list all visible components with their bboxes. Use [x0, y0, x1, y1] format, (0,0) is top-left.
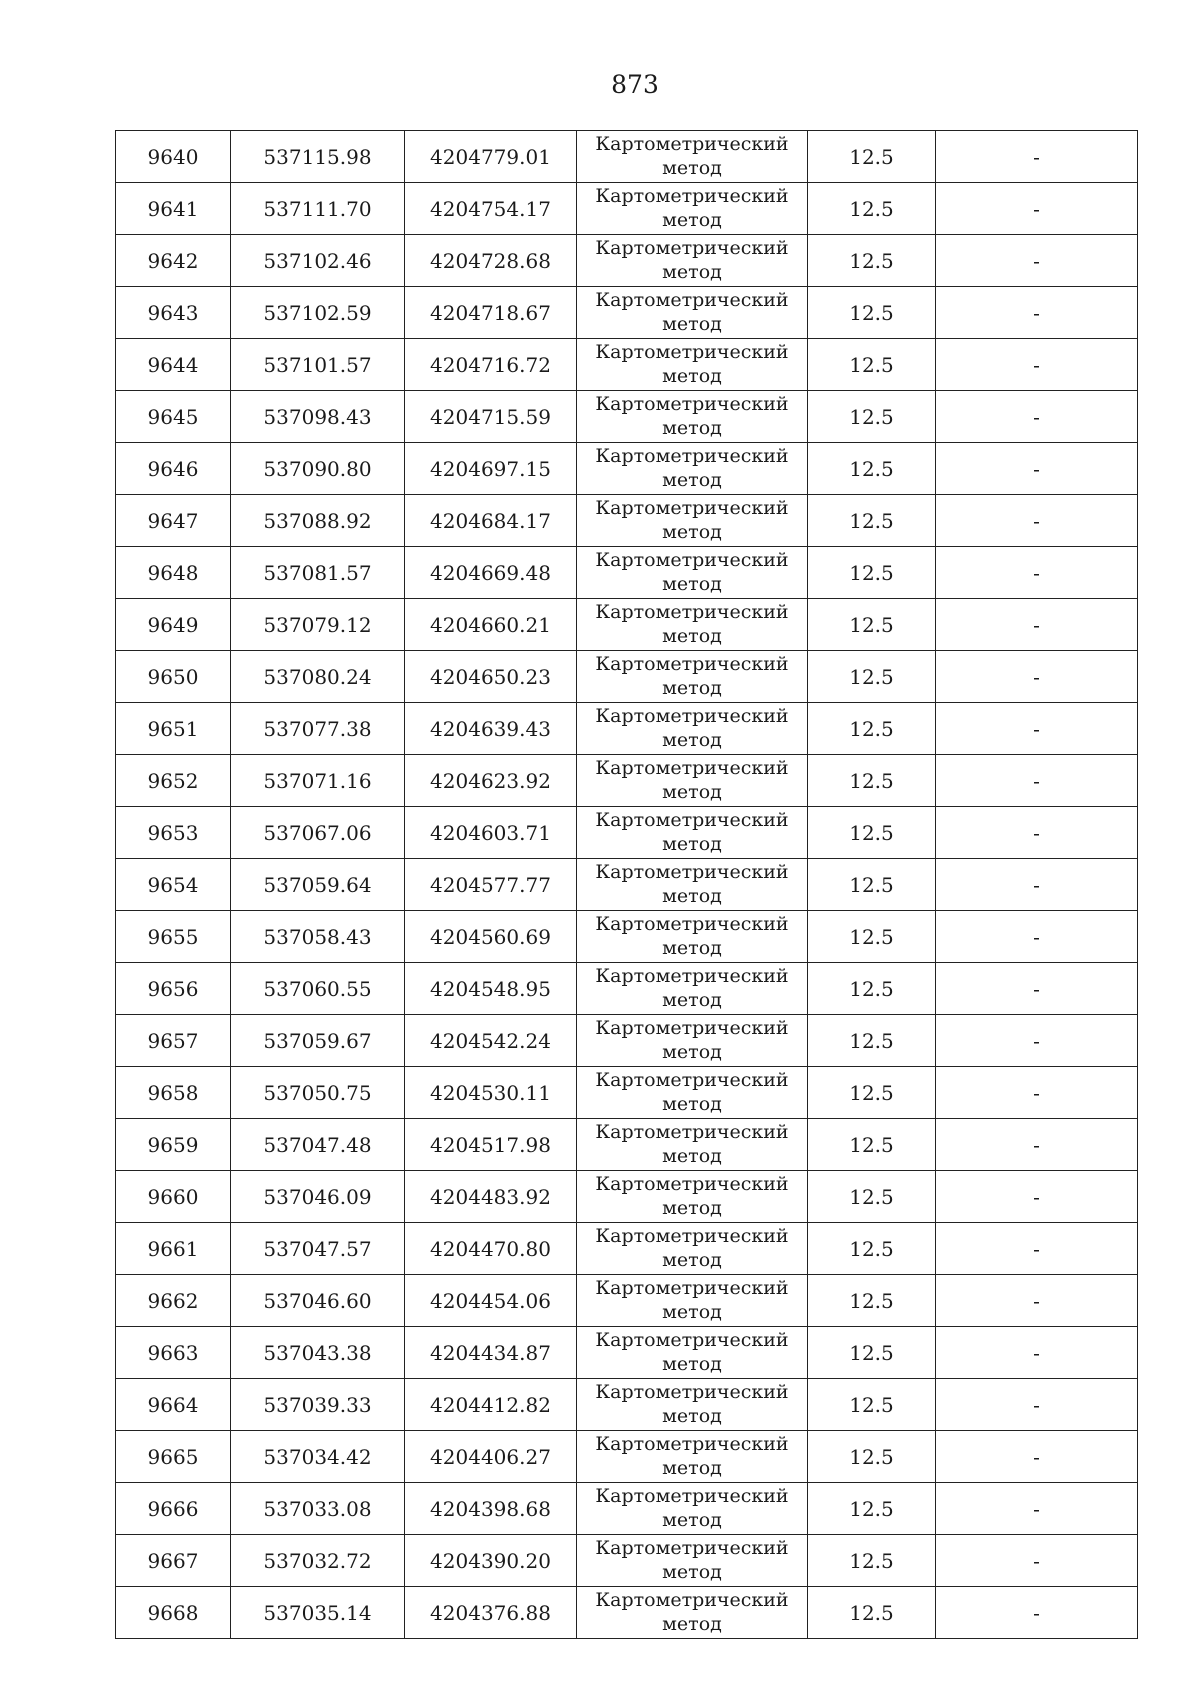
- y-coordinate-cell: 4204754.17: [405, 183, 577, 235]
- y-coordinate-cell: 4204530.11: [405, 1067, 577, 1119]
- point-number-cell: 9646: [116, 443, 231, 495]
- note-cell: -: [936, 547, 1138, 599]
- accuracy-cell: 12.5: [808, 1275, 936, 1327]
- accuracy-cell: 12.5: [808, 963, 936, 1015]
- accuracy-cell: 12.5: [808, 1535, 936, 1587]
- method-cell: [577, 599, 808, 651]
- accuracy-cell: 12.5: [808, 703, 936, 755]
- y-coordinate-cell: 4204454.06: [405, 1275, 577, 1327]
- method-line2: метод: [662, 209, 722, 231]
- note-cell: -: [936, 1327, 1138, 1379]
- point-number-cell: 9644: [116, 339, 231, 391]
- method-line1: Картометрический: [595, 393, 789, 415]
- accuracy-cell: 12.5: [808, 1119, 936, 1171]
- method-line2: метод: [662, 885, 722, 907]
- table-row: [116, 807, 1138, 859]
- note-cell: -: [936, 183, 1138, 235]
- accuracy-cell: 12.5: [808, 391, 936, 443]
- method-line1: Картометрический: [595, 445, 789, 467]
- y-coordinate-cell: 4204623.92: [405, 755, 577, 807]
- x-coordinate-cell: 537102.59: [231, 287, 405, 339]
- note-cell: -: [936, 859, 1138, 911]
- point-number-cell: 9649: [116, 599, 231, 651]
- accuracy-cell: 12.5: [808, 1171, 936, 1223]
- y-coordinate-cell: 4204542.24: [405, 1015, 577, 1067]
- table-row: [116, 1223, 1138, 1275]
- note-cell: -: [936, 1223, 1138, 1275]
- method-line2: метод: [662, 1197, 722, 1219]
- x-coordinate-cell: 537033.08: [231, 1483, 405, 1535]
- x-coordinate-cell: 537102.46: [231, 235, 405, 287]
- method-line2: метод: [662, 365, 722, 387]
- point-number-cell: 9668: [116, 1587, 231, 1639]
- point-number-cell: 9664: [116, 1379, 231, 1431]
- method-line1: Картометрический: [595, 1381, 789, 1403]
- method-cell: [577, 1015, 808, 1067]
- note-cell: -: [936, 1067, 1138, 1119]
- point-number-cell: 9643: [116, 287, 231, 339]
- y-coordinate-cell: 4204728.68: [405, 235, 577, 287]
- method-cell: [577, 1275, 808, 1327]
- method-line2: метод: [662, 573, 722, 595]
- note-cell: -: [936, 1431, 1138, 1483]
- x-coordinate-cell: 537050.75: [231, 1067, 405, 1119]
- point-number-cell: 9642: [116, 235, 231, 287]
- x-coordinate-cell: 537043.38: [231, 1327, 405, 1379]
- table-row: [116, 1015, 1138, 1067]
- method-line1: Картометрический: [595, 133, 789, 155]
- note-cell: -: [936, 339, 1138, 391]
- method-cell: [577, 495, 808, 547]
- note-cell: -: [936, 443, 1138, 495]
- accuracy-cell: 12.5: [808, 1223, 936, 1275]
- note-cell: -: [936, 755, 1138, 807]
- table-row: [116, 1067, 1138, 1119]
- table-row: [116, 1379, 1138, 1431]
- method-cell: [577, 651, 808, 703]
- point-number-cell: 9659: [116, 1119, 231, 1171]
- method-cell: [577, 1379, 808, 1431]
- x-coordinate-cell: 537098.43: [231, 391, 405, 443]
- note-cell: -: [936, 1171, 1138, 1223]
- method-line2: метод: [662, 625, 722, 647]
- method-line2: метод: [662, 781, 722, 803]
- method-line1: Картометрический: [595, 1017, 789, 1039]
- x-coordinate-cell: 537101.57: [231, 339, 405, 391]
- method-cell: [577, 1327, 808, 1379]
- note-cell: -: [936, 391, 1138, 443]
- accuracy-cell: 12.5: [808, 755, 936, 807]
- method-cell: [577, 131, 808, 183]
- point-number-cell: 9658: [116, 1067, 231, 1119]
- y-coordinate-cell: 4204639.43: [405, 703, 577, 755]
- method-line1: Картометрический: [595, 965, 789, 987]
- point-number-cell: 9640: [116, 131, 231, 183]
- method-cell: [577, 235, 808, 287]
- method-line1: Картометрический: [595, 1329, 789, 1351]
- method-line2: метод: [662, 1041, 722, 1063]
- method-line1: Картометрический: [595, 549, 789, 571]
- y-coordinate-cell: 4204376.88: [405, 1587, 577, 1639]
- accuracy-cell: 12.5: [808, 443, 936, 495]
- table-row: [116, 911, 1138, 963]
- method-line2: метод: [662, 417, 722, 439]
- x-coordinate-cell: 537111.70: [231, 183, 405, 235]
- table-row: [116, 287, 1138, 339]
- accuracy-cell: 12.5: [808, 859, 936, 911]
- method-line1: Картометрический: [595, 913, 789, 935]
- method-line1: Картометрический: [595, 497, 789, 519]
- accuracy-cell: 12.5: [808, 599, 936, 651]
- y-coordinate-cell: 4204390.20: [405, 1535, 577, 1587]
- method-cell: [577, 1171, 808, 1223]
- table-row: [116, 235, 1138, 287]
- y-coordinate-cell: 4204660.21: [405, 599, 577, 651]
- method-cell: [577, 1535, 808, 1587]
- method-line2: метод: [662, 313, 722, 335]
- method-line2: метод: [662, 1405, 722, 1427]
- point-number-cell: 9660: [116, 1171, 231, 1223]
- accuracy-cell: 12.5: [808, 1015, 936, 1067]
- x-coordinate-cell: 537080.24: [231, 651, 405, 703]
- x-coordinate-cell: 537059.64: [231, 859, 405, 911]
- table-row: [116, 1535, 1138, 1587]
- method-cell: [577, 859, 808, 911]
- method-line1: Картометрический: [595, 289, 789, 311]
- method-cell: [577, 1223, 808, 1275]
- note-cell: -: [936, 1535, 1138, 1587]
- x-coordinate-cell: 537034.42: [231, 1431, 405, 1483]
- method-line2: метод: [662, 937, 722, 959]
- table-row: [116, 1587, 1138, 1639]
- method-line2: метод: [662, 729, 722, 751]
- method-cell: [577, 1587, 808, 1639]
- x-coordinate-cell: 537060.55: [231, 963, 405, 1015]
- method-line2: метод: [662, 1145, 722, 1167]
- method-line2: метод: [662, 1613, 722, 1635]
- x-coordinate-cell: 537046.60: [231, 1275, 405, 1327]
- y-coordinate-cell: 4204684.17: [405, 495, 577, 547]
- table-row: [116, 1119, 1138, 1171]
- method-line1: Картометрический: [595, 1225, 789, 1247]
- point-number-cell: 9657: [116, 1015, 231, 1067]
- note-cell: -: [936, 495, 1138, 547]
- method-line1: Картометрический: [595, 809, 789, 831]
- y-coordinate-cell: 4204434.87: [405, 1327, 577, 1379]
- point-number-cell: 9656: [116, 963, 231, 1015]
- accuracy-cell: 12.5: [808, 235, 936, 287]
- note-cell: -: [936, 911, 1138, 963]
- y-coordinate-cell: 4204560.69: [405, 911, 577, 963]
- accuracy-cell: 12.5: [808, 287, 936, 339]
- method-line1: Картометрический: [595, 1589, 789, 1611]
- y-coordinate-cell: 4204603.71: [405, 807, 577, 859]
- x-coordinate-cell: 537088.92: [231, 495, 405, 547]
- method-cell: [577, 911, 808, 963]
- method-cell: [577, 183, 808, 235]
- page-number: 873: [611, 70, 659, 99]
- accuracy-cell: 12.5: [808, 183, 936, 235]
- accuracy-cell: 12.5: [808, 807, 936, 859]
- method-line2: метод: [662, 1509, 722, 1531]
- y-coordinate-cell: 4204483.92: [405, 1171, 577, 1223]
- method-cell: [577, 287, 808, 339]
- table-row: [116, 131, 1138, 183]
- note-cell: -: [936, 807, 1138, 859]
- method-line2: метод: [662, 1093, 722, 1115]
- point-number-cell: 9641: [116, 183, 231, 235]
- point-number-cell: 9653: [116, 807, 231, 859]
- method-line1: Картометрический: [595, 1277, 789, 1299]
- method-line1: Картометрический: [595, 237, 789, 259]
- point-number-cell: 9665: [116, 1431, 231, 1483]
- table-row: [116, 703, 1138, 755]
- method-line2: метод: [662, 521, 722, 543]
- method-line1: Картометрический: [595, 341, 789, 363]
- method-cell: [577, 1431, 808, 1483]
- y-coordinate-cell: 4204470.80: [405, 1223, 577, 1275]
- accuracy-cell: 12.5: [808, 495, 936, 547]
- x-coordinate-cell: 537058.43: [231, 911, 405, 963]
- accuracy-cell: 12.5: [808, 547, 936, 599]
- note-cell: -: [936, 1015, 1138, 1067]
- note-cell: -: [936, 287, 1138, 339]
- method-cell: [577, 807, 808, 859]
- method-line1: Картометрический: [595, 861, 789, 883]
- x-coordinate-cell: 537067.06: [231, 807, 405, 859]
- x-coordinate-cell: 537090.80: [231, 443, 405, 495]
- method-cell: [577, 443, 808, 495]
- accuracy-cell: 12.5: [808, 1327, 936, 1379]
- method-line1: Картометрический: [595, 705, 789, 727]
- y-coordinate-cell: 4204718.67: [405, 287, 577, 339]
- note-cell: -: [936, 599, 1138, 651]
- x-coordinate-cell: 537035.14: [231, 1587, 405, 1639]
- table-row: [116, 1431, 1138, 1483]
- method-line1: Картометрический: [595, 653, 789, 675]
- method-line2: метод: [662, 469, 722, 491]
- note-cell: -: [936, 703, 1138, 755]
- coordinates-table-body: [116, 131, 1138, 1639]
- method-line2: метод: [662, 1353, 722, 1375]
- x-coordinate-cell: 537047.48: [231, 1119, 405, 1171]
- x-coordinate-cell: 537046.09: [231, 1171, 405, 1223]
- x-coordinate-cell: 537115.98: [231, 131, 405, 183]
- accuracy-cell: 12.5: [808, 1587, 936, 1639]
- method-line2: метод: [662, 1249, 722, 1271]
- y-coordinate-cell: 4204650.23: [405, 651, 577, 703]
- x-coordinate-cell: 537059.67: [231, 1015, 405, 1067]
- note-cell: -: [936, 1483, 1138, 1535]
- point-number-cell: 9651: [116, 703, 231, 755]
- table-row: [116, 183, 1138, 235]
- method-cell: [577, 703, 808, 755]
- table-row: [116, 1327, 1138, 1379]
- note-cell: -: [936, 963, 1138, 1015]
- method-line2: метод: [662, 833, 722, 855]
- method-line2: метод: [662, 157, 722, 179]
- y-coordinate-cell: 4204715.59: [405, 391, 577, 443]
- method-cell: [577, 547, 808, 599]
- method-cell: [577, 1119, 808, 1171]
- method-cell: [577, 1483, 808, 1535]
- note-cell: -: [936, 235, 1138, 287]
- x-coordinate-cell: 537071.16: [231, 755, 405, 807]
- table-row: [116, 547, 1138, 599]
- y-coordinate-cell: 4204779.01: [405, 131, 577, 183]
- point-number-cell: 9667: [116, 1535, 231, 1587]
- method-line2: метод: [662, 1457, 722, 1479]
- method-line2: метод: [662, 1561, 722, 1583]
- y-coordinate-cell: 4204517.98: [405, 1119, 577, 1171]
- y-coordinate-cell: 4204412.82: [405, 1379, 577, 1431]
- table-row: [116, 651, 1138, 703]
- table-row: [116, 1171, 1138, 1223]
- accuracy-cell: 12.5: [808, 911, 936, 963]
- method-cell: [577, 755, 808, 807]
- table-row: [116, 339, 1138, 391]
- note-cell: -: [936, 131, 1138, 183]
- y-coordinate-cell: 4204669.48: [405, 547, 577, 599]
- point-number-cell: 9666: [116, 1483, 231, 1535]
- method-line2: метод: [662, 677, 722, 699]
- note-cell: -: [936, 1119, 1138, 1171]
- method-cell: [577, 391, 808, 443]
- accuracy-cell: 12.5: [808, 1067, 936, 1119]
- point-number-cell: 9663: [116, 1327, 231, 1379]
- coordinates-table: [115, 130, 1138, 1639]
- y-coordinate-cell: 4204548.95: [405, 963, 577, 1015]
- accuracy-cell: 12.5: [808, 1379, 936, 1431]
- accuracy-cell: 12.5: [808, 1483, 936, 1535]
- table-row: [116, 391, 1138, 443]
- method-line1: Картометрический: [595, 185, 789, 207]
- y-coordinate-cell: 4204398.68: [405, 1483, 577, 1535]
- x-coordinate-cell: 537081.57: [231, 547, 405, 599]
- table-row: [116, 599, 1138, 651]
- accuracy-cell: 12.5: [808, 339, 936, 391]
- method-line1: Картометрический: [595, 601, 789, 623]
- x-coordinate-cell: 537032.72: [231, 1535, 405, 1587]
- method-line2: метод: [662, 1301, 722, 1323]
- x-coordinate-cell: 537039.33: [231, 1379, 405, 1431]
- point-number-cell: 9662: [116, 1275, 231, 1327]
- point-number-cell: 9648: [116, 547, 231, 599]
- table-row: [116, 1275, 1138, 1327]
- method-line1: Картометрический: [595, 1433, 789, 1455]
- table-row: [116, 495, 1138, 547]
- accuracy-cell: 12.5: [808, 131, 936, 183]
- note-cell: -: [936, 1587, 1138, 1639]
- point-number-cell: 9647: [116, 495, 231, 547]
- x-coordinate-cell: 537047.57: [231, 1223, 405, 1275]
- point-number-cell: 9654: [116, 859, 231, 911]
- y-coordinate-cell: 4204577.77: [405, 859, 577, 911]
- y-coordinate-cell: 4204697.15: [405, 443, 577, 495]
- method-line1: Картометрический: [595, 1121, 789, 1143]
- method-cell: [577, 1067, 808, 1119]
- note-cell: -: [936, 651, 1138, 703]
- x-coordinate-cell: 537077.38: [231, 703, 405, 755]
- point-number-cell: 9650: [116, 651, 231, 703]
- y-coordinate-cell: 4204406.27: [405, 1431, 577, 1483]
- method-line2: метод: [662, 989, 722, 1011]
- table-row: [116, 859, 1138, 911]
- note-cell: -: [936, 1379, 1138, 1431]
- accuracy-cell: 12.5: [808, 1431, 936, 1483]
- point-number-cell: 9652: [116, 755, 231, 807]
- method-line1: Картометрический: [595, 1173, 789, 1195]
- method-cell: [577, 339, 808, 391]
- point-number-cell: 9661: [116, 1223, 231, 1275]
- table-row: [116, 963, 1138, 1015]
- y-coordinate-cell: 4204716.72: [405, 339, 577, 391]
- table-row: [116, 1483, 1138, 1535]
- method-line1: Картометрический: [595, 1537, 789, 1559]
- table-row: [116, 443, 1138, 495]
- point-number-cell: 9645: [116, 391, 231, 443]
- x-coordinate-cell: 537079.12: [231, 599, 405, 651]
- method-line1: Картометрический: [595, 1485, 789, 1507]
- note-cell: -: [936, 1275, 1138, 1327]
- method-line1: Картометрический: [595, 1069, 789, 1091]
- table-row: [116, 755, 1138, 807]
- point-number-cell: 9655: [116, 911, 231, 963]
- accuracy-cell: 12.5: [808, 651, 936, 703]
- method-line2: метод: [662, 261, 722, 283]
- method-cell: [577, 963, 808, 1015]
- method-line1: Картометрический: [595, 757, 789, 779]
